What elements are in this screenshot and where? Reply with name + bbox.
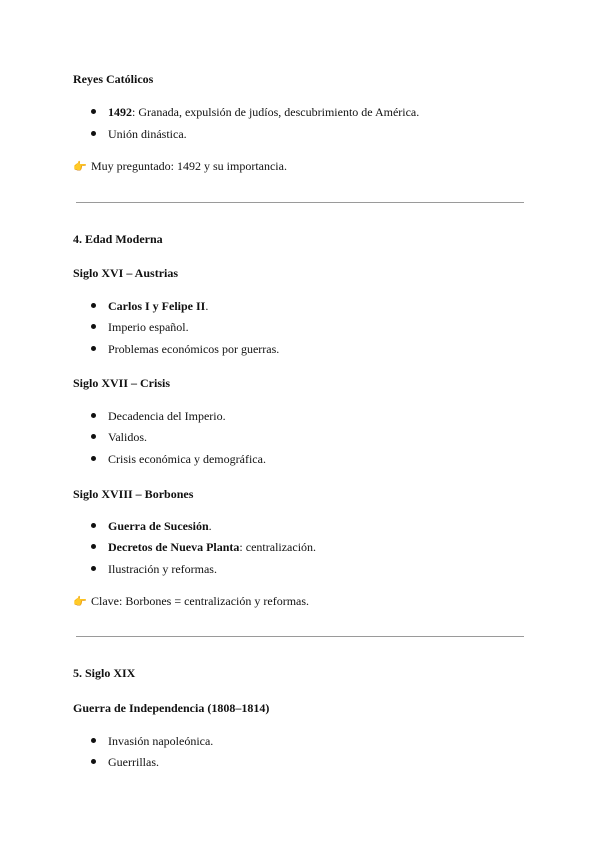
list-item <box>108 430 147 445</box>
list-item-text: Unión dinástica. <box>108 127 187 141</box>
list-item <box>108 105 419 120</box>
bullet-icon <box>91 346 96 351</box>
bullet-icon <box>91 566 96 571</box>
section-heading: 5. Siglo XIX <box>73 666 136 680</box>
subsection-heading: Siglo XVI – Austrias <box>73 266 179 280</box>
list-item <box>108 452 266 467</box>
bullet-icon <box>91 303 96 308</box>
note-text: Clave: Borbones = centralización y reformas. <box>91 594 310 608</box>
bullet-icon <box>91 131 96 136</box>
bullet-icon <box>91 109 96 114</box>
list-item-text: . <box>205 299 209 313</box>
bullet-icon <box>91 759 96 764</box>
bullet-icon <box>91 434 96 439</box>
bullet-icon <box>91 324 96 329</box>
divider <box>76 202 524 203</box>
bullet-icon <box>91 456 96 461</box>
list-item-bold: 1492 <box>108 105 132 119</box>
list-item-bold: Decretos de Nueva Planta <box>108 540 240 554</box>
divider <box>76 636 524 637</box>
note <box>73 159 287 174</box>
list-item-text: : centralización. <box>239 540 317 554</box>
list-item <box>108 755 159 770</box>
list-item-text: . <box>208 519 212 533</box>
bullet-icon <box>91 544 96 549</box>
list-item <box>108 342 279 357</box>
bullet-icon <box>91 523 96 528</box>
note <box>73 594 309 609</box>
list-item <box>108 540 316 555</box>
list-item-bold: Carlos I y Felipe II <box>108 299 206 313</box>
list-item-text: Validos. <box>108 430 147 444</box>
list-item <box>108 562 217 577</box>
bullet-icon <box>91 738 96 743</box>
list-item-text: Ilustración y reformas. <box>108 562 217 576</box>
list-item-text: Problemas económicos por guerras. <box>108 342 280 356</box>
list-item-text: Guerrillas. <box>108 755 159 769</box>
list-item-text: Invasión napoleónica. <box>108 734 214 748</box>
list-item-text: Decadencia del Imperio. <box>108 409 226 423</box>
pointing-hand-icon: 👉 <box>73 595 87 608</box>
bullet-icon <box>91 413 96 418</box>
list-item <box>108 127 187 142</box>
section-heading: 4. Edad Moderna <box>73 232 163 246</box>
list-item <box>108 409 226 424</box>
list-item <box>108 320 189 335</box>
list-item-text: Crisis económica y demográfica. <box>108 452 266 466</box>
subsection-heading: Siglo XVIII – Borbones <box>73 487 194 501</box>
subsection-heading: Siglo XVII – Crisis <box>73 376 171 390</box>
list-item-text: : Granada, expulsión de judíos, descubrimiento de América. <box>132 105 420 119</box>
list-item-bold: Guerra de Sucesión <box>108 519 209 533</box>
list-item <box>108 519 212 534</box>
subsection-heading: Guerra de Independencia (1808–1814) <box>73 701 270 715</box>
list-item <box>108 299 208 314</box>
pointing-hand-icon: 👉 <box>73 160 87 173</box>
list-item <box>108 734 213 749</box>
section-heading: Reyes Católicos <box>73 72 154 86</box>
list-item-text: Imperio español. <box>108 320 189 334</box>
note-text: Muy preguntado: 1492 y su importancia. <box>91 159 287 173</box>
